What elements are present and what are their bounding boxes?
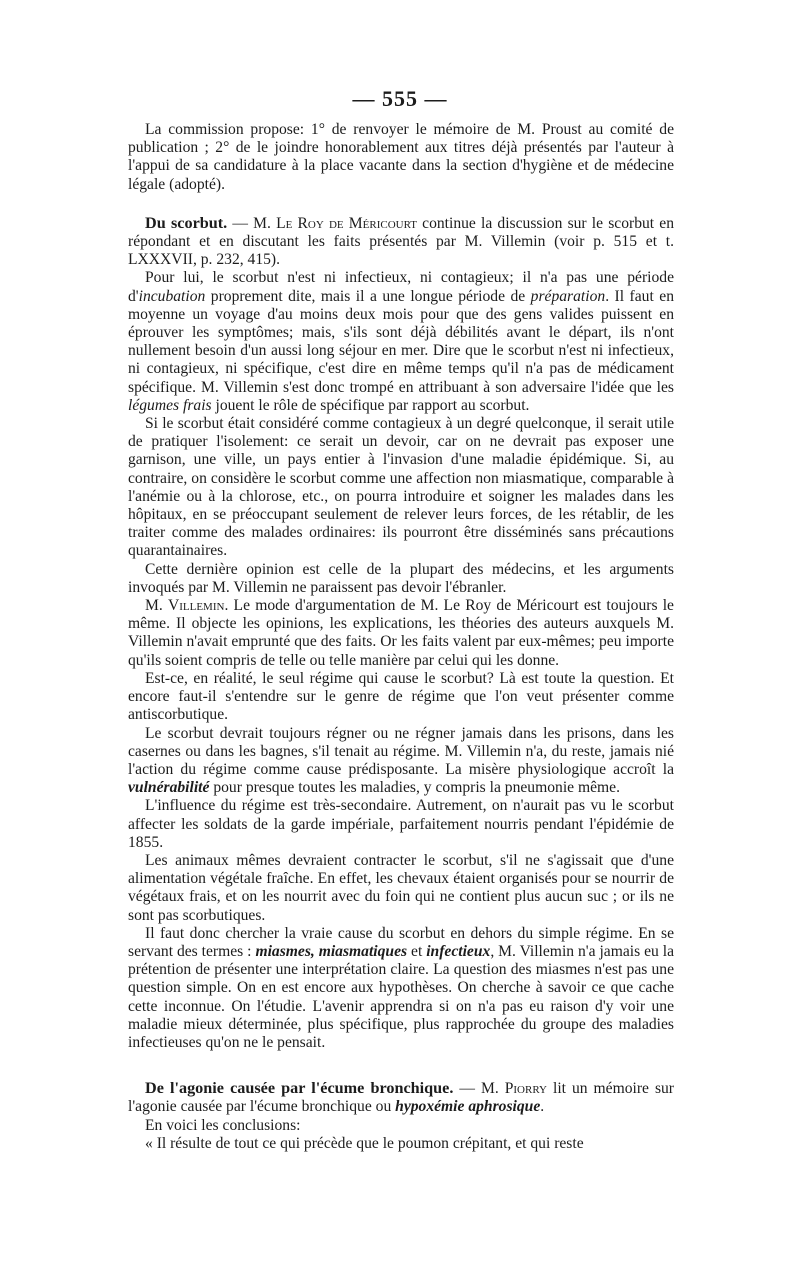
author-name: Le Roy de Méricourt — [276, 214, 417, 232]
paragraph: Il faut donc chercher la vraie cause du scorbut en dehors du simple régime. En se servant des termes : miasmes, miasmatiques et infectieux, M. Villemin n'a jamais eu la prétention de présenter une interprétation claire. La question des miasmes n'est pas une question simple. On en est encore aux hypothèses. On cherche à savoir ce que cache cette inconnue. On l'étudie. L'avenir apprendra si on n'a pas eu raison d'y voir une maladie mieux déterminée, plus spécifique, plus rapprochée du groupe des maladies infectieuses qu'on ne le pensait. — [128, 924, 674, 1051]
paragraph-agonie-intro: De l'agonie causée par l'écume bronchique. — M. Piorry lit un mémoire sur l'agonie causée par l'écume bronchique ou hypoxémie aphrosique. — [128, 1079, 674, 1116]
paragraph: Est-ce, en réalité, le seul régime qui cause le scorbut? Là est toute la question. Et encore faut-il s'entendre sur le genre de régime que l'on veut présenter comme antiscorbutique. — [128, 669, 674, 724]
paragraph-scorbut-intro: Du scorbut. — M. Le Roy de Méricourt continue la discussion sur le scorbut en répondant et en discutant les faits présentés par M. Villemin (voir p. 515 et t. LXXXVII, p. 232, 415). — [128, 213, 674, 269]
section-heading-scorbut: Du scorbut. — [145, 213, 228, 232]
paragraph: Les animaux mêmes devraient contracter le scorbut, s'il ne s'agissait que d'une alimentation végétale fraîche. En effet, les chevaux étaient organisés pour se nourrir de végétaux frais, et on les nourrit avec du foin qui ne contient plus aucun suc ; or ils ne sont pas scorbutiques. — [128, 851, 674, 924]
paragraph-text: La commission propose: 1° de renvoyer le mémoire de M. Proust au comité de publication ; 2° de le joindre honorablement aux titres déjà présentés par l'auteur à l'appui de sa candidature à la place vacante dans la section d'hygiène et de médecine légale (adopté). — [128, 121, 674, 193]
paragraph: Le scorbut devrait toujours régner ou ne régner jamais dans les prisons, dans les casernes ou dans les bagnes, s'il tenait au régime. M. Villemin n'a, du reste, jamais nié l'action du régime comme cause prédisposante. La misère physiologique accroît la vulnérabilité pour presque toutes les maladies, y compris la pneumonie même. — [128, 724, 674, 797]
page-number: — 555 — — [352, 86, 448, 111]
author-name: Villemin — [167, 597, 225, 615]
paragraph-villemin-reply: M. Villemin. Le mode d'argumentation de M. Le Roy de Méricourt est toujours le même. Il objecte les opinions, les explications, les théories des auteurs auxquels M. Villemin n'avait emprunté que des faits. Or les faits valent par eux-mêmes; peu importe qu'ils soient compris de telle ou telle manière par celui qui les donne. — [128, 597, 674, 669]
author-name: Piorry — [504, 1080, 547, 1098]
section-heading-agonie: De l'agonie causée par l'écume bronchique. — [145, 1079, 454, 1098]
paragraph-commission — [128, 121, 674, 194]
paragraph-quote: « Il résulte de tout ce qui précède que le poumon crépitant, et qui reste — [145, 1134, 584, 1152]
body-text — [128, 121, 674, 1153]
paragraph: En voici les conclusions: — [145, 1116, 301, 1134]
paragraph: Si le scorbut était considéré comme contagieux à un degré quelconque, il serait utile de pratiquer l'isolement: ce serait un devoir, car on ne devrait pas exposer une garnison, une ville, un pays entier à l'invasion d'une maladie épidémique. Si, au contraire, on considère le scorbut comme une affection non miasmatique, comparable à l'anémie ou à la chlorose, etc., on pourra introduire et soigner les malades dans les hôpitaux, en se préoccupant seulement de relever leurs forces, de les rétablir, de les traiter comme des malades ordinaires: ils pourront être disséminés sans précautions quarantainaires. — [128, 415, 674, 560]
paragraph: Pour lui, le scorbut n'est ni infectieux, ni contagieux; il n'a pas une période d'incubation proprement dite, mais il a une longue période de préparation. Il faut en moyenne un voyage d'au moins deux mois pour que des gens valides puissent en éprouver les symptômes; mais, s'ils sont déjà débilités avant le départ, ils n'ont nullement besoin d'un aussi long séjour en mer. Dire que le scorbut n'est ni infectieux, ni contagieux, ni spécifique, c'est dire en même temps qu'il n'a pas de médicament spécifique. M. Villemin s'est donc trompé en attribuant à son adversaire l'idée que les légumes frais jouent le rôle de spécifique par rapport au scorbut. — [128, 269, 674, 414]
paragraph: L'influence du régime est très-secondaire. Autrement, on n'aurait pas vu le scorbut affecter les soldats de la garde impériale, parfaitement nourris pendant l'épidémie de 1855. — [128, 797, 674, 851]
paragraph: Cette dernière opinion est celle de la plupart des médecins, et les arguments invoqués par M. Villemin ne paraissent pas devoir l'ébranler. — [128, 560, 674, 596]
